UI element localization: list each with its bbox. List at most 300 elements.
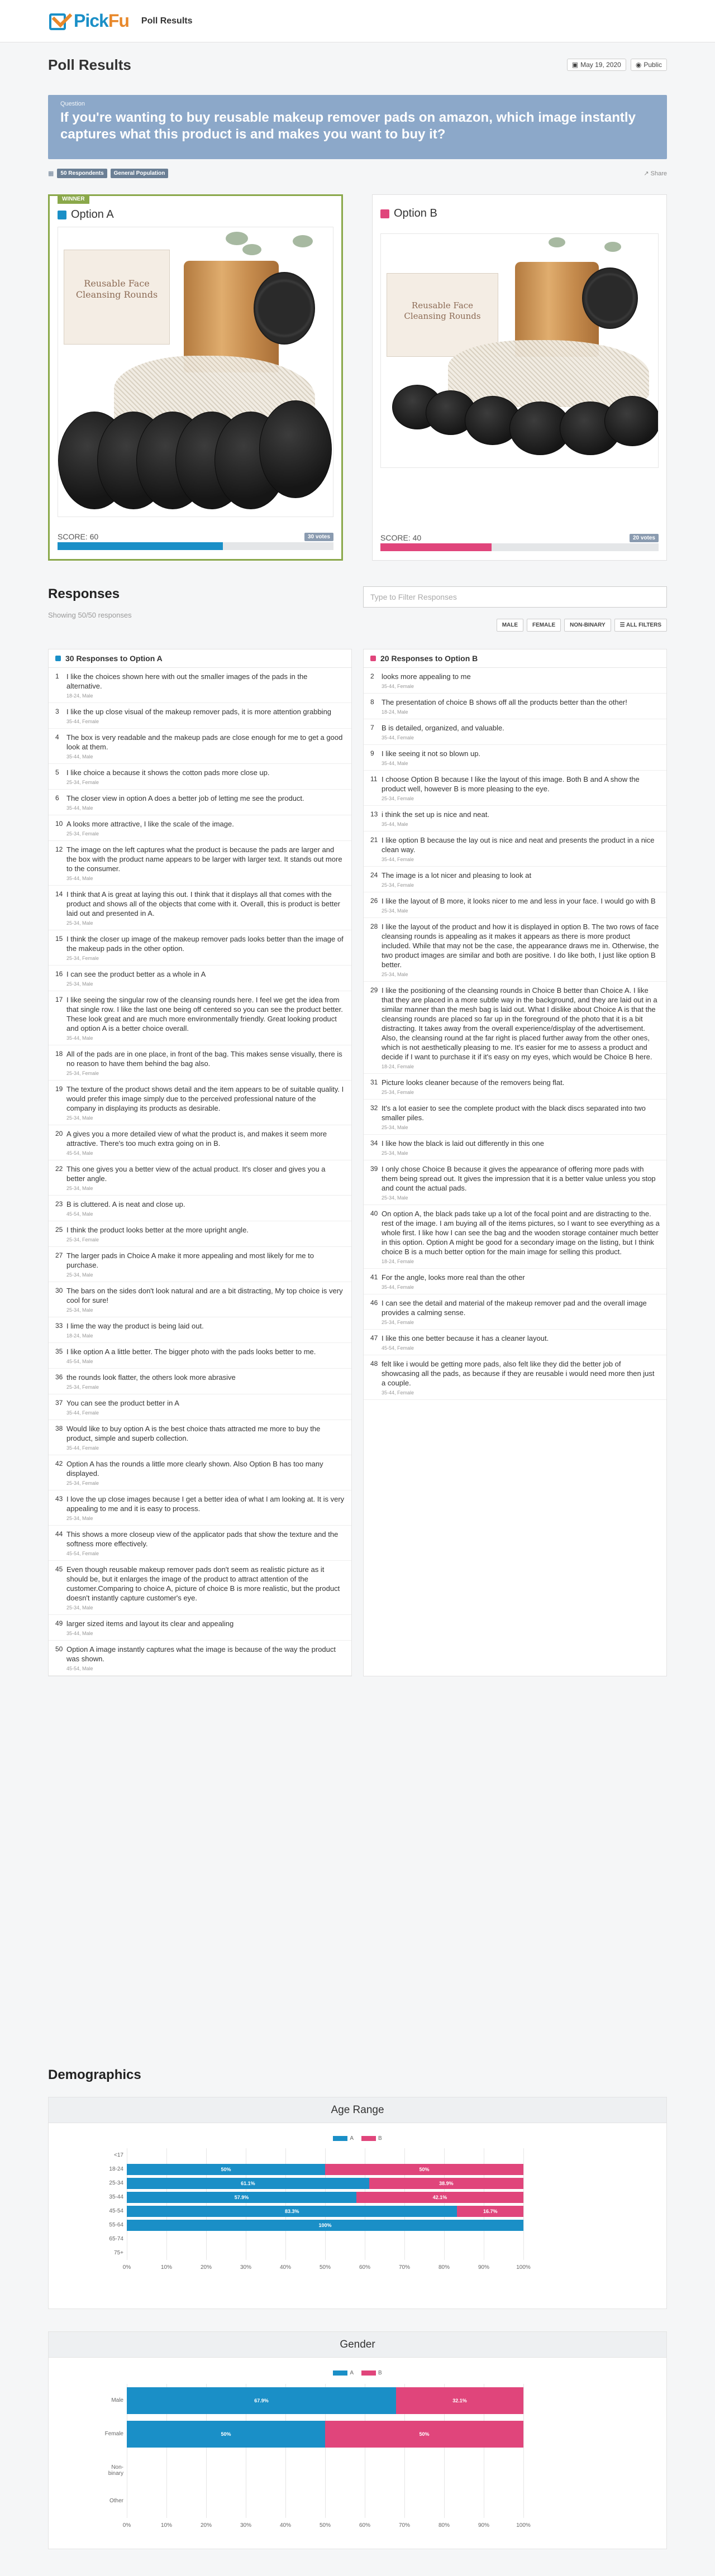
legend-label: A [350, 2370, 354, 2376]
response-number: 29 [370, 986, 378, 994]
response-text: The image is a lot nicer and pleasing to look at [382, 871, 532, 880]
response-item [364, 694, 666, 719]
response-number: 17 [55, 996, 63, 1003]
gender-chart [104, 2384, 531, 2529]
response-item [49, 668, 351, 703]
response-item [364, 982, 666, 1074]
filter-female-button[interactable]: FEMALE [527, 619, 561, 632]
visibility-text: Public [644, 61, 662, 69]
response-demographic: 35-44, Female [382, 1284, 414, 1290]
response-demographic: 25-34, Female [382, 796, 414, 801]
response-item [364, 867, 666, 892]
category-label: Other [109, 2498, 123, 2504]
filter-male-button[interactable]: MALE [497, 619, 523, 632]
response-text: I like option A a little better. The bigger photo with the pads looks better to me. [66, 1347, 316, 1356]
response-demographic: 45-54, Female [66, 1551, 99, 1556]
response-number: 18 [55, 1050, 63, 1058]
category-label: 35-44 [109, 2193, 123, 2200]
eucalyptus-leaf [604, 242, 621, 252]
response-demographic: 25-34, Male [382, 1125, 408, 1130]
response-number: 44 [55, 1530, 63, 1538]
response-demographic: 25-34, Female [66, 831, 99, 837]
response-number: 4 [55, 733, 59, 741]
response-text: I think the product looks better at the more upright angle. [66, 1226, 249, 1234]
legend-item-b[interactable] [361, 2370, 382, 2376]
response-demographic: 35-44, Male [66, 1631, 93, 1636]
bar-segment-b[interactable]: 16.7% [457, 2206, 523, 2217]
response-number: 41 [370, 1273, 378, 1281]
response-demographic: 45-54, Male [66, 1211, 93, 1217]
response-number: 45 [55, 1565, 63, 1573]
option-a-score-bar [58, 542, 333, 550]
response-item [364, 1160, 666, 1205]
x-tick-label: 100% [516, 2264, 531, 2271]
legend-label: A [350, 2135, 354, 2142]
x-tick-label: 20% [200, 2264, 212, 2271]
response-demographic: 25-34, Male [66, 981, 93, 987]
response-demographic: 25-34, Female [66, 1237, 99, 1242]
legend-item-b[interactable] [361, 2135, 382, 2142]
response-demographic: 18-24, Male [382, 709, 408, 715]
population-tag[interactable]: General Population [111, 169, 169, 178]
x-tick-label: 0% [122, 2522, 131, 2529]
bar-row [127, 2178, 523, 2189]
response-demographic: 35-44, Male [66, 876, 93, 881]
question-box [48, 95, 667, 159]
response-text: I only chose Choice B because it gives the appearance of offering more pads with them being spread out. It gives the impression that it is a better value unless you stop and count the actual pads. [382, 1165, 656, 1192]
response-number: 5 [55, 768, 59, 776]
filter-nonbinary-button[interactable]: NON-BINARY [564, 619, 611, 632]
x-tick-label: 30% [240, 2264, 252, 2271]
product-box-title: Reusable Face Cleansing Rounds [404, 300, 481, 321]
response-demographic: 35-44, Male [66, 1035, 93, 1041]
response-item [49, 1490, 351, 1526]
gridline [523, 2148, 524, 2260]
responses-count: Showing 50/50 responses [48, 611, 132, 619]
option-b-card[interactable] [372, 194, 667, 561]
response-number: 40 [370, 1210, 378, 1217]
filter-responses-input[interactable] [363, 586, 667, 608]
option-b-votes: 20 votes [630, 534, 659, 542]
response-number: 26 [370, 897, 378, 905]
logo-text-fu: Fu [108, 11, 129, 31]
category-label: 55-64 [109, 2221, 123, 2228]
response-number: 30 [55, 1287, 63, 1294]
option-b-score-fill [380, 543, 492, 551]
response-number: 3 [55, 708, 59, 715]
category-label: Non-binary [108, 2464, 123, 2477]
response-text: A looks more attractive, I like the scale of the image. [66, 820, 234, 828]
category-label: <17 [114, 2152, 123, 2158]
option-a-responses [48, 649, 352, 1676]
response-item [49, 1394, 351, 1420]
eucalyptus-leaf [293, 235, 313, 247]
response-text: I love the up close images because I get a better idea of what I am looking at. It is very appealing to me and it is easy to process. [66, 1495, 345, 1513]
date-badge [567, 59, 626, 71]
response-number: 19 [55, 1085, 63, 1093]
response-text: I like how the black is laid out differently in this one [382, 1139, 544, 1148]
bar-segment-b[interactable]: 32.1% [396, 2387, 523, 2414]
response-item [364, 1355, 666, 1400]
response-text: The closer view in option A does a better job of letting me see the product. [66, 794, 304, 802]
gender-legend [49, 2370, 666, 2376]
response-text: I choose Option B because I like the layout of this image. Both B and A show the product well, however B is more pleasing to the eye. [382, 775, 640, 793]
eucalyptus-leaf [242, 244, 261, 255]
cleansing-pad [259, 400, 332, 498]
x-tick-label: 0% [122, 2264, 131, 2271]
response-item [364, 831, 666, 867]
response-item [364, 1294, 666, 1330]
option-a-swatch [55, 656, 61, 661]
tags-row [48, 168, 667, 179]
option-b-swatch [370, 656, 376, 661]
top-bar [0, 0, 715, 42]
share-link[interactable] [644, 170, 667, 177]
response-demographic: 25-34, Female [66, 1480, 99, 1486]
response-number: 31 [370, 1078, 378, 1086]
calendar-icon: ▣ [571, 61, 579, 69]
x-tick-label: 30% [240, 2522, 252, 2529]
response-item [49, 1420, 351, 1455]
pickfu-logo[interactable] [48, 10, 129, 32]
response-demographic: 18-24, Female [382, 1259, 414, 1264]
response-number: 34 [370, 1139, 378, 1147]
response-text: I like choice a because it shows the cotton pads more close up. [66, 768, 270, 777]
response-number: 42 [55, 1460, 63, 1468]
option-a-votes: 30 votes [304, 533, 333, 541]
eye-icon: ◉ [635, 61, 642, 69]
option-b-score-bar [380, 543, 659, 551]
option-b-label: Option B [394, 207, 437, 219]
x-tick-label: 60% [359, 2264, 371, 2271]
x-tick-label: 10% [160, 2522, 173, 2529]
response-demographic: 25-34, Female [66, 955, 99, 961]
response-demographic: 25-34, Male [382, 1150, 408, 1156]
response-demographic: 45-54, Male [66, 1359, 93, 1364]
audience-icon: ▦ [48, 170, 54, 177]
response-number: 22 [55, 1165, 63, 1173]
response-number: 38 [55, 1425, 63, 1432]
response-text: I lime the way the product is being laid out. [66, 1322, 204, 1330]
response-item [364, 719, 666, 745]
category-label: Male [111, 2397, 123, 2403]
response-demographic: 25-34, Female [382, 1089, 414, 1095]
legend-item-a[interactable] [333, 2370, 354, 2376]
share-label: Share [650, 170, 667, 177]
response-item [49, 1160, 351, 1196]
response-number: 24 [370, 871, 378, 879]
response-demographic: 35-44, Female [66, 719, 99, 724]
response-item [49, 1343, 351, 1369]
x-tick-label: 100% [516, 2522, 531, 2529]
response-text: The bars on the sides don't look natural and are a bit distracting, My top choice is very cool for sure! [66, 1287, 343, 1304]
response-item [49, 764, 351, 790]
response-number: 28 [370, 923, 378, 930]
x-tick-label: 50% [319, 2264, 331, 2271]
response-number: 23 [55, 1200, 63, 1208]
response-item [364, 918, 666, 982]
x-tick-label: 80% [438, 2522, 450, 2529]
response-number: 33 [55, 1322, 63, 1330]
score-label: SCORE: [380, 533, 411, 542]
response-item [49, 1615, 351, 1641]
gender-title: Gender [49, 2332, 666, 2358]
bar-row [127, 2248, 523, 2259]
response-demographic: 35-44, Female [382, 684, 414, 689]
response-item [364, 771, 666, 806]
response-number: 20 [55, 1130, 63, 1138]
response-number: 27 [55, 1251, 63, 1259]
response-item [49, 729, 351, 764]
response-number: 47 [370, 1334, 378, 1342]
score-label: SCORE: [58, 532, 88, 541]
response-text: Option A image instantly captures what the image is because of the way the product was shown. [66, 1645, 336, 1663]
response-demographic: 35-44, Male [66, 754, 93, 759]
response-item [49, 1526, 351, 1561]
response-item [49, 841, 351, 886]
date-text: May 19, 2020 [580, 61, 621, 69]
gender-card [48, 2331, 667, 2549]
response-text: The image on the left captures what the product is because the pads are larger and the box with the product name appears to be larger with larger text. It stands out more to the consumer. [66, 845, 342, 873]
all-filters-button[interactable]: ☰ ALL FILTERS [614, 619, 667, 632]
response-demographic: 35-44, Female [66, 1410, 99, 1416]
option-b-score: 40 [412, 533, 422, 542]
response-item [49, 930, 351, 966]
response-item [49, 1125, 351, 1160]
response-number: 37 [55, 1399, 63, 1407]
response-item [364, 892, 666, 918]
age-range-chart [109, 2148, 531, 2271]
response-text: I like seeing it not so blown up. [382, 749, 481, 758]
option-a-card[interactable] [48, 194, 343, 561]
response-demographic: 45-54, Male [66, 1666, 93, 1671]
response-text: This shows a more closeup view of the applicator pads that show the texture and the softness more effectively. [66, 1530, 339, 1548]
bar-segment-a[interactable]: 50% [127, 2164, 325, 2175]
holder-lid [254, 272, 315, 345]
bar-segment-a[interactable]: 50% [127, 2421, 325, 2448]
respondents-tag[interactable]: 50 Respondents [57, 169, 107, 178]
mesh-bag [448, 340, 649, 407]
response-text: A gives you a more detailed view of what the product is, and makes it seem more attractive. There's too much extra going on in B. [66, 1130, 327, 1148]
bar-row [127, 2234, 523, 2245]
demographics-heading: Demographics [48, 2067, 141, 2082]
option-a-image[interactable] [58, 227, 333, 517]
option-a-score-fill [58, 542, 223, 550]
question-label: Question [60, 101, 85, 107]
bar-row [127, 2421, 523, 2448]
response-text: The box is very readable and the makeup pads are close enough for me to get a good look at them. [66, 733, 343, 751]
response-number: 50 [55, 1645, 63, 1653]
response-item [49, 1369, 351, 1394]
response-demographic: 25-34, Male [66, 1272, 93, 1278]
response-text: I like the positioning of the cleansing rounds in Choice B better than Choice A. I like that they are placed in a more subtle way in the background, and they are laid out in a similar manner than the mesh bag is laid out. What I dislike about Choice A is that the cleansing rounds are placed so far up in the foreground of the photo that it is a bit distracting. It takes away from the overall experience/display of the advertisement. Also, the cleansing round at the far right is placed further away from the other ones, which is not aesthetically pleasing to me. It's easier for me to assess a product and decide if I want to purchase it if it's easy on my eyes, which would be Choice B here. [382, 986, 657, 1061]
response-item [49, 815, 351, 841]
response-number: 1 [55, 672, 59, 680]
response-item [49, 1561, 351, 1615]
response-text: The larger pads in Choice A make it more appealing and most likely for me to purchase. [66, 1251, 314, 1269]
eucalyptus-leaf [549, 237, 565, 247]
response-demographic: 25-34, Male [382, 908, 408, 914]
response-demographic: 25-34, Male [66, 1605, 93, 1610]
response-text: Option A has the rounds a little more clearly shown. Also Option B has too many displayed. [66, 1460, 323, 1478]
response-text: This one gives you a better view of the actual product. It's closer and gives you a better angle. [66, 1165, 326, 1183]
response-demographic: 25-34, Male [382, 972, 408, 977]
cleansing-pad [604, 396, 659, 446]
x-tick-label: 40% [279, 2264, 292, 2271]
category-label: 65-74 [109, 2235, 123, 2242]
response-number: 12 [55, 845, 63, 853]
response-text: felt like i would be getting more pads, also felt like they did the better job of showcasing all the pads, as because if they are reusable i would need more then just a couple. [382, 1360, 655, 1387]
product-box-title: Reusable Face Cleansing Rounds [75, 278, 158, 300]
response-demographic: 35-44, Male [382, 761, 408, 766]
response-number: 48 [370, 1360, 378, 1368]
response-item [49, 1196, 351, 1221]
category-label: 45-54 [109, 2207, 123, 2214]
response-number: 43 [55, 1495, 63, 1503]
bar-row [127, 2488, 523, 2515]
response-text: Picture looks cleaner because of the removers being flat. [382, 1078, 565, 1087]
response-text: I think that A is great at laying this out. I think that it displays all that comes with the product and shows all of the objects that come with it. Overall, this is product is better laid out and presented in A. [66, 890, 340, 917]
response-text: I think the closer up image of the makeup remover pads looks better than the image of the makeup pads in the other option. [66, 935, 344, 953]
bar-segment-a[interactable]: 100% [127, 2220, 523, 2231]
title-row [48, 54, 667, 76]
response-number: 2 [370, 672, 374, 680]
bar-row [127, 2387, 523, 2414]
bar-row [127, 2150, 523, 2161]
legend-label: B [378, 2370, 382, 2376]
product-box [64, 250, 170, 345]
legend-item-a[interactable] [333, 2135, 354, 2142]
legend-swatch [361, 2136, 376, 2141]
response-demographic: 35-44, Male [66, 805, 93, 811]
response-text: The presentation of choice B shows off all the products better than the other! [382, 698, 627, 706]
response-number: 25 [55, 1226, 63, 1234]
bar-segment-b[interactable]: 50% [325, 2164, 523, 2175]
response-demographic: 25-34, Female [66, 1384, 99, 1390]
response-text: I like the up close visual of the makeup remover pads, it is more attention grabbing [66, 708, 332, 716]
x-tick-label: 40% [279, 2522, 292, 2529]
response-text: I like the choices shown here with out the smaller images of the pads in the alternative. [66, 672, 308, 690]
response-item [364, 1269, 666, 1294]
bar-segment-b[interactable]: 38.9% [369, 2178, 523, 2189]
x-tick-label: 60% [359, 2522, 371, 2529]
category-label: 75+ [114, 2249, 123, 2256]
x-tick-label: 20% [200, 2522, 212, 2529]
response-text: B is cluttered. A is neat and close up. [66, 1200, 185, 1208]
response-demographic: 25-34, Male [66, 920, 93, 926]
response-demographic: 25-34, Male [66, 1307, 93, 1313]
option-a-score: 60 [89, 532, 99, 541]
response-text: For the angle, looks more real than the other [382, 1273, 525, 1282]
response-text: Even though reusable makeup remover pads don't seem as realistic picture as it should be, but it enlarges the image of the product to attract attention of the customer.Comparing to choice A, picture of choice B is more realistic, but the product doesn't instantly capture customer's eye. [66, 1565, 340, 1602]
response-text: I like the layout of the product and how it is displayed in option B. The two rows of face cleansing rounds is appealing as it makes it appears as there is more product included. While that may not be the case, the appearance draws me in. Otherwise, the two product images are similar and both are positive. I do like both, I just like option B better. [382, 923, 659, 969]
age-legend [49, 2135, 666, 2142]
response-item [49, 886, 351, 930]
response-number: 7 [370, 724, 374, 732]
response-number: 14 [55, 890, 63, 898]
response-item [49, 790, 351, 815]
response-item [364, 1330, 666, 1355]
logo-text-pick: Pick [74, 11, 108, 31]
option-b-image[interactable] [380, 233, 659, 468]
response-demographic: 35-44, Female [382, 735, 414, 740]
response-demographic: 35-44, Female [382, 857, 414, 862]
response-text: B is detailed, organized, and valuable. [382, 724, 504, 732]
bar-segment-b[interactable]: 42.1% [356, 2192, 523, 2203]
response-number: 6 [55, 794, 59, 802]
response-text: I like this one better because it has a cleaner layout. [382, 1334, 549, 1342]
response-item [49, 1081, 351, 1125]
x-tick-label: 50% [319, 2522, 331, 2529]
response-text: I can see the product better as a whole in A [66, 970, 206, 978]
response-text: The texture of the product shows detail and the item appears to be of suitable quality. I would prefer this image simply due to the perceived professional nature of the company in displaying its products as desirable. [66, 1085, 344, 1112]
response-demographic: 35-44, Female [382, 1390, 414, 1395]
response-text: I like seeing the singular row of the cleansing rounds here. I feel we get the idea from that single row. I like the last one being off centered so you can see the product better. These look great and are much more environmentally friendly. Great looking product and option A is a better choice overall. [66, 996, 343, 1033]
response-number: 39 [370, 1165, 378, 1173]
bar-row [127, 2454, 523, 2481]
response-demographic: 45-54, Female [382, 1345, 414, 1351]
response-demographic: 25-34, Female [66, 780, 99, 785]
eucalyptus-leaf [226, 232, 248, 245]
response-item [49, 1221, 351, 1247]
response-demographic: 25-34, Female [382, 1320, 414, 1325]
holder-lid [582, 267, 638, 329]
response-demographic: 18-24, Male [66, 1333, 93, 1339]
response-item [49, 1455, 351, 1490]
response-item [364, 1135, 666, 1160]
response-number: 21 [370, 836, 378, 844]
bar-segment-a[interactable]: 83.3% [127, 2206, 457, 2217]
response-text: i think the set up is nice and neat. [382, 810, 489, 819]
bar-segment-a[interactable]: 67.9% [127, 2387, 396, 2414]
response-text: Would like to buy option A is the best choice thats attracted me more to buy the product, simple and superb collection. [66, 1425, 321, 1442]
category-label: 25-34 [109, 2180, 123, 2186]
response-item [49, 703, 351, 729]
option-b-responses [363, 649, 667, 1676]
bar-segment-a[interactable]: 61.1% [127, 2178, 369, 2189]
response-demographic: 25-34, Male [66, 1516, 93, 1521]
response-item [364, 1205, 666, 1269]
bar-row [127, 2220, 523, 2231]
responses-header [48, 586, 667, 631]
response-number: 49 [55, 1619, 63, 1627]
age-range-card [48, 2097, 667, 2309]
response-item [364, 745, 666, 771]
response-demographic: 45-54, Male [66, 1150, 93, 1156]
product-box [387, 273, 498, 357]
response-item [49, 1045, 351, 1081]
response-number: 36 [55, 1373, 63, 1381]
response-item [49, 1247, 351, 1282]
response-text: I like the layout of B more, it looks nicer to me and less in your face. I would go with B [382, 897, 656, 905]
bar-segment-a[interactable]: 57.9% [127, 2192, 356, 2203]
response-text: I can see the detail and material of the makeup remover pad and the overall image provides a calming sense. [382, 1299, 647, 1317]
gridline [523, 2384, 524, 2518]
response-item [364, 1074, 666, 1100]
response-text: the rounds look flatter, the others look more abrasive [66, 1373, 236, 1382]
header-page-name: Poll Results [141, 16, 193, 26]
response-item [364, 668, 666, 694]
category-label: Female [104, 2431, 123, 2437]
x-tick-label: 80% [438, 2264, 450, 2271]
bar-segment-b[interactable]: 50% [325, 2421, 523, 2448]
response-number: 16 [55, 970, 63, 978]
response-number: 11 [370, 775, 378, 783]
response-number: 15 [55, 935, 63, 943]
response-text: I like option B because the lay out is nice and neat and presents the product in a nice clean way. [382, 836, 655, 854]
response-demographic: 25-34, Male [382, 1195, 408, 1201]
legend-label: B [378, 2135, 382, 2142]
